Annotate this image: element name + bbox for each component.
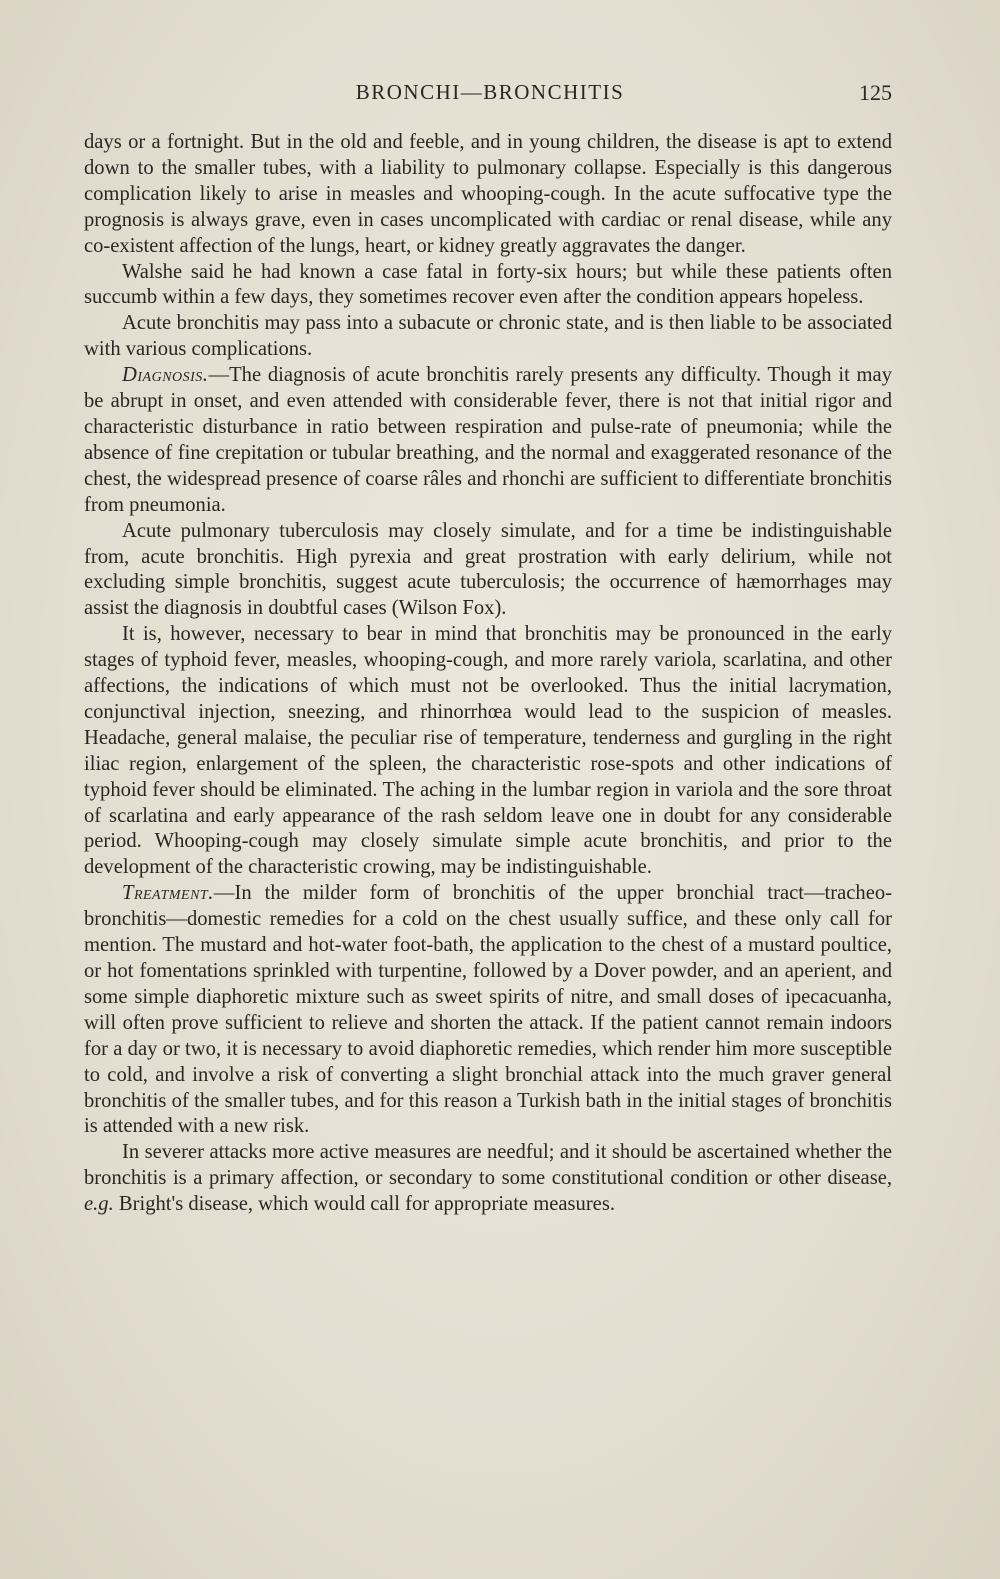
paragraph-severer-attacks — [84, 1140, 892, 1218]
page-number: 125 — [859, 80, 892, 105]
paragraph-differential: It is, however, necessary to bear in mind that bronchitis may be pronounced in the early stages of typhoid fever, measles, whooping-cough, and more rarely variola, scarlatina, and other affections, the indications of which must not be overlooked. Thus the initial lacrymation, conjunctival injection, sneezing, and rhinorrhœa would lead to the suspicion of measles. Headache, general malaise, the peculiar rise of temperature, tenderness and gurgling in the right iliac region, enlargement of the spleen, the characteristic rose-spots and other indications of typhoid fever should be eliminated. The aching in the lumbar region in variola and the sore throat of scarlatina and early appearance of the rash seldom leave one in doubt for any considerable period. Whooping-cough may closely simulate simple acute bronchitis, and prior to the development of the characteristic crowing, may be indistinguishable. — [84, 623, 892, 879]
diagnosis-heading: Diagnosis. — [122, 364, 209, 387]
paragraph-diagnosis — [84, 363, 892, 518]
page-header — [88, 80, 892, 114]
diagnosis-text: —The diagnosis of acute bronchitis rarely presents any difficulty. Though it may be abrupt in onset, and even attended with considerable fever, there is not that initial rigor and characteristic disturbance in ratio between respiration and pulse-rate of pneumonia; while the absence of fine crepitation or tubular breathing, and the normal and exaggerated resonance of the chest, the widespread presence of coarse râles and rhonchi are sufficient to differentiate bronchitis from pneumonia. — [84, 364, 892, 516]
running-head: BRONCHI—BRONCHITIS — [355, 80, 625, 104]
paragraph-prognosis: days or a fortnight. But in the old and feeble, and in young children, the disease is apt to extend down to the smaller tubes, with a liability to pulmonary collapse. Especially is this dangerous complication likely to arise in measles and whooping-cough. In the acute suffocative type the prognosis is always grave, even in cases uncomplicated with cardiac or renal disease, while any co-existent affection of the lungs, heart, or kidney greatly aggravates the danger. — [84, 131, 892, 257]
paragraph-chronic-state: Acute bronchitis may pass into a subacute or chronic state, and is then liable to be associated with various complications. — [84, 312, 892, 361]
severer-text-b: Bright's disease, which would call for appropriate measures. — [113, 1193, 615, 1216]
treatment-text: —In the milder form of bronchitis of the upper bronchial tract—tracheo-bronchitis—domestic remedies for a cold on the chest usually suffice, and these only call for mention. The mustard and hot-water foot-bath, the application to the chest of a mustard poultice, or hot fomentations sprinkled with turpentine, followed by a Dover powder, and an aperient, and some simple diaphoretic mixture such as sweet spirits of nitre, and small doses of ipecacuanha, will often prove sufficient to relieve and shorten the attack. If the patient cannot remain indoors for a day or two, it is necessary to avoid diaphoretic remedies, which render him more susceptible to cold, and involve a risk of converting a slight bronchial attack into the much graver general bronchitis of the smaller tubes, and for this reason a Turkish bath in the initial stages of bronchitis is attended with a new risk. — [84, 882, 892, 1138]
paragraph-walshe: Walshe said he had known a case fatal in forty-six hours; but while these patients often succumb within a few days, they sometimes recover even after the condition appears hopeless. — [84, 260, 892, 309]
eg-abbreviation: e.g. — [84, 1193, 114, 1216]
treatment-heading: Treatment. — [122, 882, 214, 905]
body-text — [84, 130, 892, 1218]
severer-text-a: In severer attacks more active measures are needful; and it should be ascertained whether the bronchitis is a primary affection, or secondary to some constitutional condition or other disease, — [84, 1141, 892, 1190]
paragraph-treatment — [84, 881, 892, 1140]
paragraph-tuberculosis: Acute pulmonary tuberculosis may closely simulate, and for a time be indistinguishable from, acute bronchitis. High pyrexia and great prostration with early delirium, while not excluding simple bronchitis, suggest acute tuberculosis; the occurrence of hæmorrhages may assist the diagnosis in doubtful cases (Wilson Fox). — [84, 519, 892, 620]
